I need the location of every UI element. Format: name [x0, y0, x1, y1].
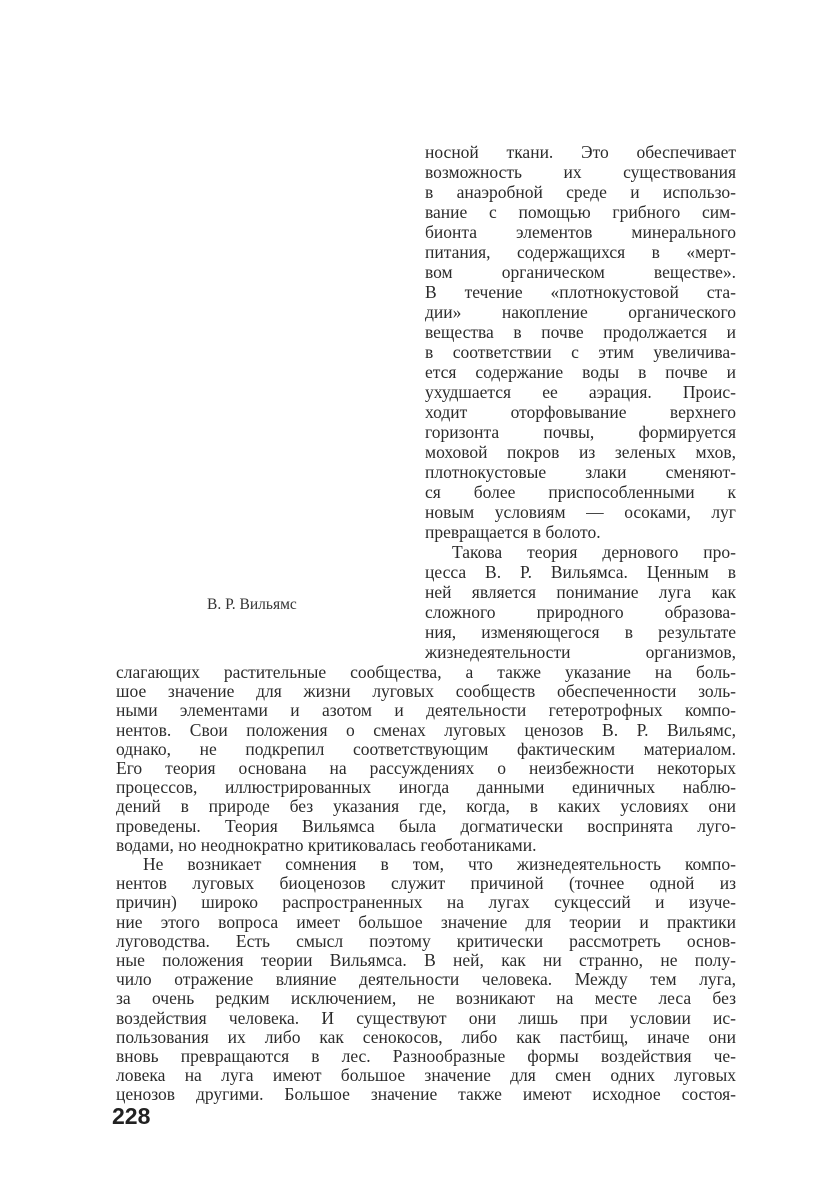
text-line: возможность их существования [425, 162, 736, 182]
text-line: ся более приспособленными к [425, 482, 736, 502]
text-line: новым условиям — осоками, луг [425, 502, 736, 522]
text-line: вещества в почве продолжается и [425, 322, 736, 342]
text-line: Такова теория дернового про- [452, 542, 736, 562]
text-line: нентов. Свои положения о сменах луговых ценозов В. Р. Вильямс, [116, 720, 736, 740]
portrait-image-area [110, 140, 410, 580]
page-number: 228 [112, 1103, 151, 1129]
portrait-caption: В. Р. Вильямс [207, 596, 297, 613]
text-line: пользования их либо как сенокосов, либо как пастбищ, иначе они [116, 1027, 736, 1047]
text-line: В течение «плотнокустовой ста- [425, 282, 736, 302]
text-line: носной ткани. Это обеспечивает [425, 142, 736, 162]
text-line: ней является понимание луга как [425, 582, 736, 602]
text-line: ными элементами и азотом и деятельности гетеротрофных компо- [116, 700, 736, 720]
text-line: ходит оторфовывание верхнего [425, 402, 736, 422]
text-line: плотнокустовые злаки сменяют- [425, 462, 736, 482]
text-line: вом органическом веществе». [425, 262, 736, 282]
text-line: луговодства. Есть смысл поэтому критически рассмотреть основ- [116, 931, 736, 951]
text-line: дии» накопление органического [425, 302, 736, 322]
text-line: бионта элементов минерального [425, 222, 736, 242]
text-line: превращается в болото. [425, 522, 601, 542]
text-line: шое значение для жизни луговых сообществ обеспеченности золь- [116, 681, 736, 701]
text-line: в анаэробной среде и использо- [425, 182, 736, 202]
text-line: сложного природного образова- [425, 602, 736, 622]
text-line: ние этого вопроса имеет большое значение для теории и практики [116, 912, 736, 932]
text-line: жизнедеятельности организмов, [425, 642, 736, 662]
text-line: ловека на луга имеют большое значение для смен одних луговых [116, 1065, 736, 1085]
text-line: воздействия человека. И существуют они лишь при условии ис- [116, 1008, 736, 1028]
text-line: водами, но неоднократно критиковалась геоботаниками. [116, 835, 537, 855]
text-line: за очень редким исключением, не возникают на месте леса без [116, 988, 736, 1008]
text-line: цесса В. Р. Вильямса. Ценным в [425, 562, 736, 582]
text-line: Его теория основана на рассуждениях о неизбежности некоторых [116, 758, 736, 778]
text-line: в соответствии с этим увеличива- [425, 342, 736, 362]
text-line: вновь превращаются в лес. Разнообразные формы воздействия че- [116, 1046, 736, 1066]
text-line: ные положения теории Вильямса. В ней, как ни странно, не полу- [116, 950, 736, 970]
text-line: горизонта почвы, формируется [425, 422, 736, 442]
text-line: нентов луговых биоценозов служит причиной (точнее одной из [116, 873, 736, 893]
text-line: чило отражение влияние деятельности человека. Между тем луга, [116, 969, 736, 989]
text-line: ется содержание воды в почве и [425, 362, 736, 382]
text-line: ценозов другими. Большое значение также имеют исходное состоя- [116, 1084, 736, 1104]
text-line: вание с помощью грибного сим- [425, 202, 736, 222]
text-line: ухудшается ее аэрация. Проис- [425, 382, 736, 402]
text-line: ния, изменяющегося в результате [425, 622, 736, 642]
text-line: питания, содержащихся в «мерт- [425, 242, 736, 262]
text-line: проведены. Теория Вильямса была догматически воспринята луго- [116, 816, 736, 836]
text-line: дений в природе без указания где, когда, в каких условиях они [116, 796, 736, 816]
text-line: однако, не подкрепил соответствующим фактическим материалом. [116, 739, 736, 759]
text-line: Не возникает сомнения в том, что жизнедеятельность компо- [143, 854, 736, 874]
text-line: процессов, иллюстрированных иногда данными единичных наблю- [116, 777, 736, 797]
text-line: причин) широко распространенных на лугах сукцессий и изуче- [116, 892, 736, 912]
text-line: слагающих растительные сообщества, а также указание на боль- [116, 662, 736, 682]
text-line: моховой покров из зеленых мхов, [425, 442, 736, 462]
